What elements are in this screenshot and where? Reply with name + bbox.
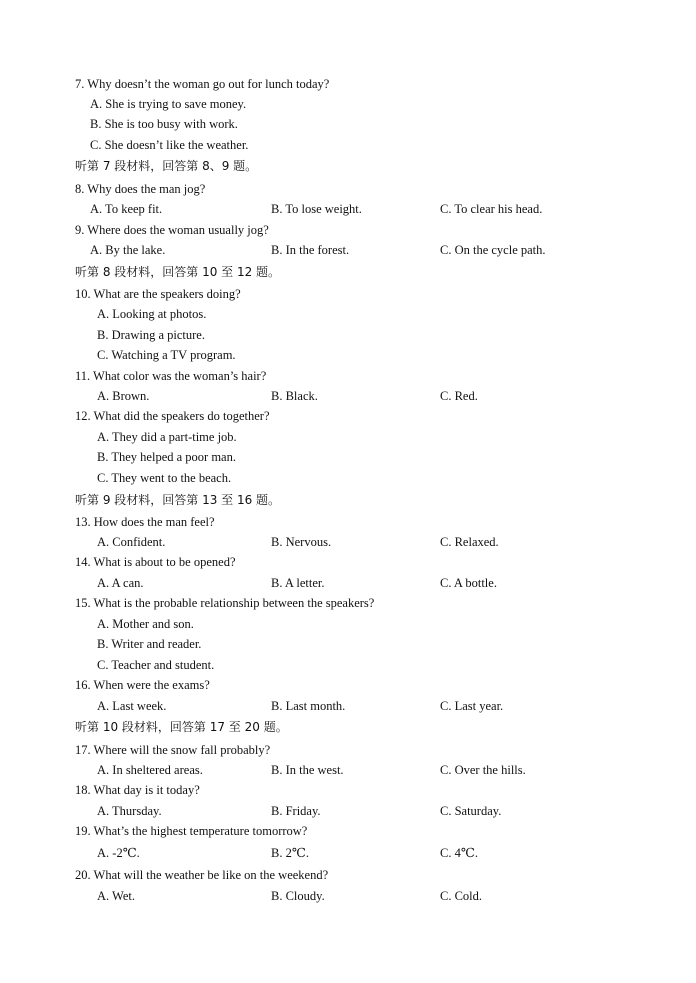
question-14: 14. What is about to be opened? [75, 555, 236, 569]
question-19-option-a: A. -2℃. [97, 846, 140, 860]
question-17-option-a: A. In sheltered areas. [97, 763, 203, 777]
question-8: 8. Why does the man jog? [75, 182, 206, 196]
question-19-option-c: C. 4℃. [440, 846, 478, 860]
question-7: 7. Why doesn’t the woman go out for lunch today? [75, 77, 330, 91]
question-9-option-c: C. On the cycle path. [440, 243, 546, 257]
question-17-option-b: B. In the west. [271, 763, 344, 777]
question-10-option-b: B. Drawing a picture. [97, 328, 205, 342]
section-heading-10: 听第 10 段材料，回答第 17 至 20 题。 [75, 720, 288, 734]
question-18-option-b: B. Friday. [271, 804, 321, 818]
question-7-option-a: A. She is trying to save money. [90, 97, 247, 111]
question-12-option-c: C. They went to the beach. [97, 471, 232, 485]
question-14-option-c: C. A bottle. [440, 576, 497, 590]
question-18-option-a: A. Thursday. [97, 804, 162, 818]
question-12: 12. What did the speakers do together? [75, 409, 270, 423]
question-16-option-c: C. Last year. [440, 699, 504, 713]
question-17: 17. Where will the snow fall probably? [75, 743, 271, 757]
question-14-option-b: B. A letter. [271, 576, 325, 590]
section-heading-9: 听第 9 段材料，回答第 13 至 16 题。 [75, 493, 281, 507]
question-20-option-b: B. Cloudy. [271, 889, 325, 903]
question-20-option-c: C. Cold. [440, 889, 483, 903]
question-17-option-c: C. Over the hills. [440, 763, 526, 777]
question-20-option-a: A. Wet. [97, 889, 135, 903]
question-15-option-a: A. Mother and son. [97, 617, 194, 631]
question-8-option-a: A. To keep fit. [90, 202, 163, 216]
question-16-option-a: A. Last week. [97, 699, 167, 713]
question-7-option-c: C. She doesn’t like the weather. [90, 138, 249, 152]
question-10-option-c: C. Watching a TV program. [97, 348, 236, 362]
question-10-option-a: A. Looking at photos. [97, 307, 207, 321]
question-13-option-a: A. Confident. [97, 535, 166, 549]
question-8-option-c: C. To clear his head. [440, 202, 543, 216]
question-11-option-a: A. Brown. [97, 389, 150, 403]
question-7-option-b: B. She is too busy with work. [90, 117, 238, 131]
question-12-option-b: B. They helped a poor man. [97, 450, 236, 464]
question-9-option-a: A. By the lake. [90, 243, 166, 257]
section-heading-8: 听第 8 段材料，回答第 10 至 12 题。 [75, 265, 281, 279]
question-9-option-b: B. In the forest. [271, 243, 350, 257]
question-18: 18. What day is it today? [75, 783, 200, 797]
question-20: 20. What will the weather be like on the weekend? [75, 868, 329, 882]
question-16-option-b: B. Last month. [271, 699, 346, 713]
question-11-option-b: B. Black. [271, 389, 318, 403]
question-14-option-a: A. A can. [97, 576, 144, 590]
question-15-option-b: B. Writer and reader. [97, 637, 202, 651]
question-15-option-c: C. Teacher and student. [97, 658, 215, 672]
question-10: 10. What are the speakers doing? [75, 287, 241, 301]
question-13: 13. How does the man feel? [75, 515, 215, 529]
question-19-option-b: B. 2℃. [271, 846, 309, 860]
question-12-option-a: A. They did a part-time job. [97, 430, 237, 444]
question-16: 16. When were the exams? [75, 678, 210, 692]
question-11-option-c: C. Red. [440, 389, 478, 403]
question-13-option-b: B. Nervous. [271, 535, 332, 549]
question-9: 9. Where does the woman usually jog? [75, 223, 269, 237]
section-heading-7: 听第 7 段材料，回答第 8、9 题。 [75, 159, 258, 173]
question-11: 11. What color was the woman’s hair? [75, 369, 267, 383]
question-18-option-c: C. Saturday. [440, 804, 502, 818]
question-15: 15. What is the probable relationship between the speakers? [75, 596, 375, 610]
question-13-option-c: C. Relaxed. [440, 535, 499, 549]
question-19: 19. What’s the highest temperature tomorrow? [75, 824, 308, 838]
question-8-option-b: B. To lose weight. [271, 202, 362, 216]
